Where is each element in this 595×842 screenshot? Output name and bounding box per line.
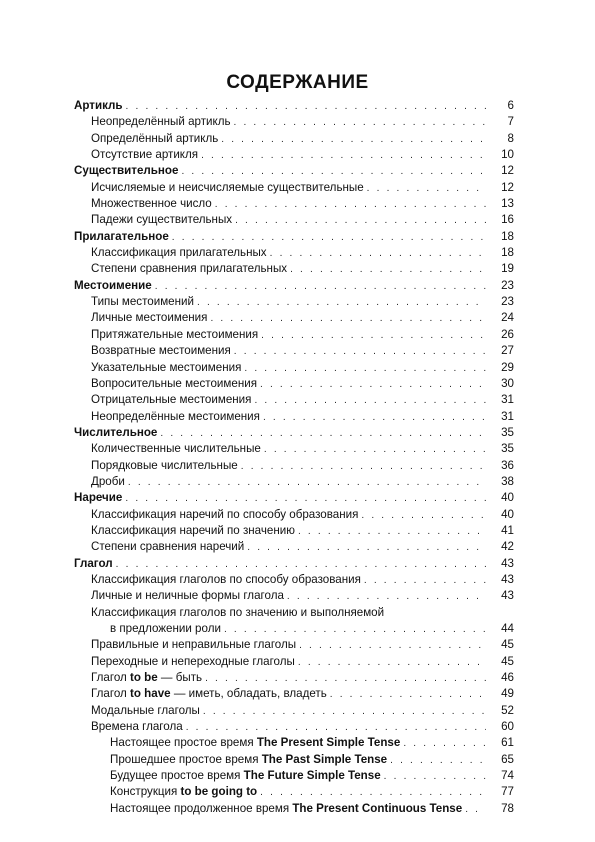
toc-entry-label-ru: Будущее простое время [110,769,244,783]
table-of-contents [74,98,514,817]
dot-leader [260,377,486,393]
dot-leader [197,295,486,311]
dot-leader [298,524,486,540]
dot-leader [215,197,486,213]
toc-entry[interactable] [74,637,514,653]
toc-page-number: 60 [501,720,514,734]
toc-entry[interactable] [74,310,514,326]
toc-entry[interactable] [74,327,514,343]
toc-page-number: 12 [501,164,514,178]
toc-entry[interactable] [74,114,514,130]
toc-entry-label: Притяжательные местоимения [91,327,259,341]
toc-page-number: 41 [501,523,514,537]
toc-entry[interactable] [74,261,514,277]
toc-entry[interactable] [74,703,514,719]
toc-page-number: 16 [501,213,514,227]
toc-entry-label: Переходные и непереходные глаголы [91,654,295,668]
toc-entry[interactable] [74,245,514,261]
dot-leader [384,769,486,785]
toc-entry[interactable] [74,801,514,817]
toc-page-number: 40 [501,491,514,505]
toc-entry-label: Вопросительные местоимения [91,376,257,390]
dot-leader [205,671,486,687]
toc-page-number: 23 [501,295,514,309]
toc-entry[interactable] [74,392,514,408]
toc-page-number: 61 [501,736,514,750]
toc-entry-label-ru: Прошедшее простое время [110,752,262,766]
toc-page-number: 35 [501,425,514,439]
toc-page-number: 35 [501,442,514,456]
toc-entry-label-ru: Глагол [91,687,130,701]
dot-leader [128,475,486,491]
toc-entry-label-ru: Глагол [91,671,130,685]
toc-entry-label: Типы местоимений [91,295,194,309]
dot-leader [234,115,487,131]
dot-leader [290,262,486,278]
toc-entry[interactable] [74,474,514,490]
toc-page-number: 43 [501,572,514,586]
toc-entry[interactable] [74,212,514,228]
dot-leader [299,638,486,654]
toc-section-entry[interactable] [74,98,514,114]
toc-entry[interactable] [74,458,514,474]
dot-leader [181,164,486,180]
dot-leader [260,785,486,801]
dot-leader [261,328,486,344]
toc-entry-label-en: The Future Simple Tense [243,769,381,783]
toc-entry[interactable] [74,441,514,457]
toc-page-number: 38 [501,474,514,488]
toc-entry[interactable] [74,719,514,735]
toc-entry[interactable] [74,784,514,800]
dot-leader [241,459,486,475]
toc-entry-label: Падежи существительных [91,213,233,227]
toc-page-number: 77 [501,785,514,799]
toc-page-number: 65 [501,752,514,766]
toc-entry-label [110,784,257,800]
dot-leader [210,311,486,327]
toc-entry-label-en: The Present Continuous Tense [292,801,463,815]
toc-page-number: 18 [501,229,514,243]
dot-leader [264,442,486,458]
toc-page-number: 6 [507,99,514,112]
dot-leader [201,148,486,164]
toc-entry-label: Исчисляемые и неисчисляемые существительные [91,180,364,194]
toc-section-entry[interactable] [74,163,514,179]
toc-entry-label: Отрицательные местоимения [91,393,252,407]
toc-entry-label: Степени сравнения прилагательных [91,262,288,276]
dot-leader [116,557,486,573]
toc-entry-label: Возвратные местоимения [91,344,231,358]
toc-entry[interactable] [74,539,514,555]
toc-entry[interactable] [74,605,514,621]
toc-entry-label: Артикль [74,99,123,112]
toc-entry[interactable] [74,588,514,604]
toc-entry[interactable] [74,621,514,637]
toc-entry-label: Порядковые числительные [91,458,238,472]
toc-entry-label: Степени сравнения наречий [91,540,245,554]
toc-entry-label-en: to be [130,671,158,685]
toc-entry-label [110,801,462,817]
toc-entry-label: Указательные местоимения [91,360,242,374]
dot-leader [224,622,486,638]
toc-entry-label: Классификация наречий по способу образования [91,507,359,521]
toc-page-number: 7 [507,115,514,129]
toc-entry-label: Модальные глаголы [91,703,200,717]
toc-entry-label-tail: — быть [157,671,203,685]
toc-entry[interactable] [74,409,514,425]
toc-entry-label: Определённый артикль [91,131,219,145]
toc-entry-label-tail: — иметь, обладать, владеть [170,687,327,701]
toc-entry[interactable] [74,670,514,686]
toc-page-number: 18 [501,246,514,260]
dot-leader [465,802,486,818]
toc-entry[interactable] [74,180,514,196]
toc-page-number: 23 [501,278,514,292]
toc-entry[interactable] [74,294,514,310]
toc-entry-label-ru: Настоящее продолженное время [110,801,293,815]
dot-leader [203,704,486,720]
toc-entry-label: Неопределённые местоимения [91,409,260,423]
dot-leader [367,181,486,197]
dot-leader [364,573,486,589]
dot-leader [186,720,486,736]
toc-page-number: 46 [501,671,514,685]
dot-leader [125,491,486,507]
dot-leader [287,589,486,605]
toc-entry-label-ru: Настоящее простое время [110,736,257,750]
toc-entry-label: Отсутствие артикля [91,148,199,162]
dot-leader [298,655,486,671]
toc-entry-label: Классификация глаголов по способу образования [91,572,361,586]
toc-page-number: 29 [501,360,514,374]
toc-page-number: 10 [501,148,514,162]
toc-page-number: 43 [501,589,514,603]
dot-leader [254,393,486,409]
toc-entry[interactable] [74,507,514,523]
toc-page-number: 44 [501,622,514,635]
toc-page-number: 8 [507,131,514,145]
dot-leader [221,132,486,148]
toc-section-entry[interactable] [74,490,514,506]
toc-page-number: 45 [501,638,514,652]
toc-entry[interactable] [74,572,514,588]
dot-leader [361,508,486,524]
dot-leader [330,687,486,703]
toc-page-number: 31 [501,409,514,423]
toc-entry[interactable] [74,523,514,539]
toc-entry-label: Правильные и неправильные глаголы [91,638,297,652]
toc-entry-label [91,686,327,702]
dot-leader [403,736,486,752]
dot-leader [155,279,486,295]
toc-entry-label-ru: Конструкция [110,785,181,799]
dot-leader [247,540,486,556]
toc-entry-label [110,752,387,768]
toc-page-number: 36 [501,458,514,472]
toc-entry[interactable] [74,686,514,702]
toc-entry-label: Дроби [91,474,125,488]
toc-section-entry[interactable] [74,556,514,572]
page-title: СОДЕРЖАНИЕ [226,72,369,93]
toc-section-entry[interactable] [74,229,514,245]
toc-page-number: 31 [501,393,514,407]
dot-leader [172,230,486,246]
toc-entry-label [110,768,381,784]
toc-page-number: 40 [501,507,514,521]
toc-page-number: 45 [501,654,514,668]
toc-entry[interactable] [74,196,514,212]
dot-leader [234,344,486,360]
toc-entry-label-en: to be going to [180,785,258,799]
toc-page-number: 42 [501,540,514,554]
toc-entry[interactable] [74,376,514,392]
toc-section-entry[interactable] [74,278,514,294]
toc-entry-label-en: The Present Simple Tense [256,736,401,750]
toc-entry[interactable] [74,131,514,147]
toc-page-number: 78 [501,801,514,815]
toc-entry-label: Наречие [74,491,123,505]
toc-entry[interactable] [74,768,514,784]
toc-page-number: 52 [501,703,514,717]
toc-entry[interactable] [74,654,514,670]
toc-entry-label: Глагол [74,556,113,570]
toc-page-number: 26 [501,327,514,341]
toc-entry-label: Личные местоимения [91,311,208,325]
toc-entry-label-en: to have [130,687,171,701]
toc-page-number: 13 [501,197,514,211]
dot-leader [235,213,486,229]
toc-entry-label: Количественные числительные [91,442,261,456]
toc-page-number: 19 [501,262,514,276]
toc-entry-label: Числительное [74,425,158,439]
toc-entry[interactable] [74,360,514,376]
dot-leader [263,410,486,426]
toc-entry-label: Существительное [74,164,179,178]
toc-page-number: 74 [501,769,514,783]
toc-entry-label: Классификация наречий по значению [91,523,295,537]
toc-entry-label: Времена глагола [91,720,183,734]
toc-entry-label: Множественное число [91,197,212,211]
toc-entry-label: Прилагательное [74,229,169,243]
toc-entry-label: Личные и неличные формы глагола [91,589,284,603]
dot-leader [244,361,486,377]
toc-entry-label: Классификация прилагательных [91,246,267,260]
toc-page-number: 24 [501,311,514,325]
toc-entry-label: в предложении роли [110,622,221,635]
toc-entry[interactable] [74,343,514,359]
toc-page-number: 12 [501,180,514,194]
toc-entry-label: Местоимение [74,278,152,292]
toc-entry-label: Классификация глаголов по значению и выполняемой [91,605,385,619]
toc-entry-label: Неопределённый артикль [91,115,231,129]
toc-entry[interactable] [74,147,514,163]
dot-leader [126,99,486,115]
toc-page-number: 27 [501,344,514,358]
toc-entry-label [91,670,202,686]
dot-leader [270,246,486,262]
dot-leader [390,753,486,769]
toc-page-number: 49 [501,687,514,701]
dot-leader [160,426,486,442]
toc-entry[interactable] [74,752,514,768]
toc-section-entry[interactable] [74,425,514,441]
toc-entry-label-en: The Past Simple Tense [261,752,388,766]
toc-page-number: 43 [501,556,514,570]
toc-page-number: 30 [501,376,514,390]
toc-entry[interactable] [74,735,514,751]
toc-entry-label [110,735,400,751]
